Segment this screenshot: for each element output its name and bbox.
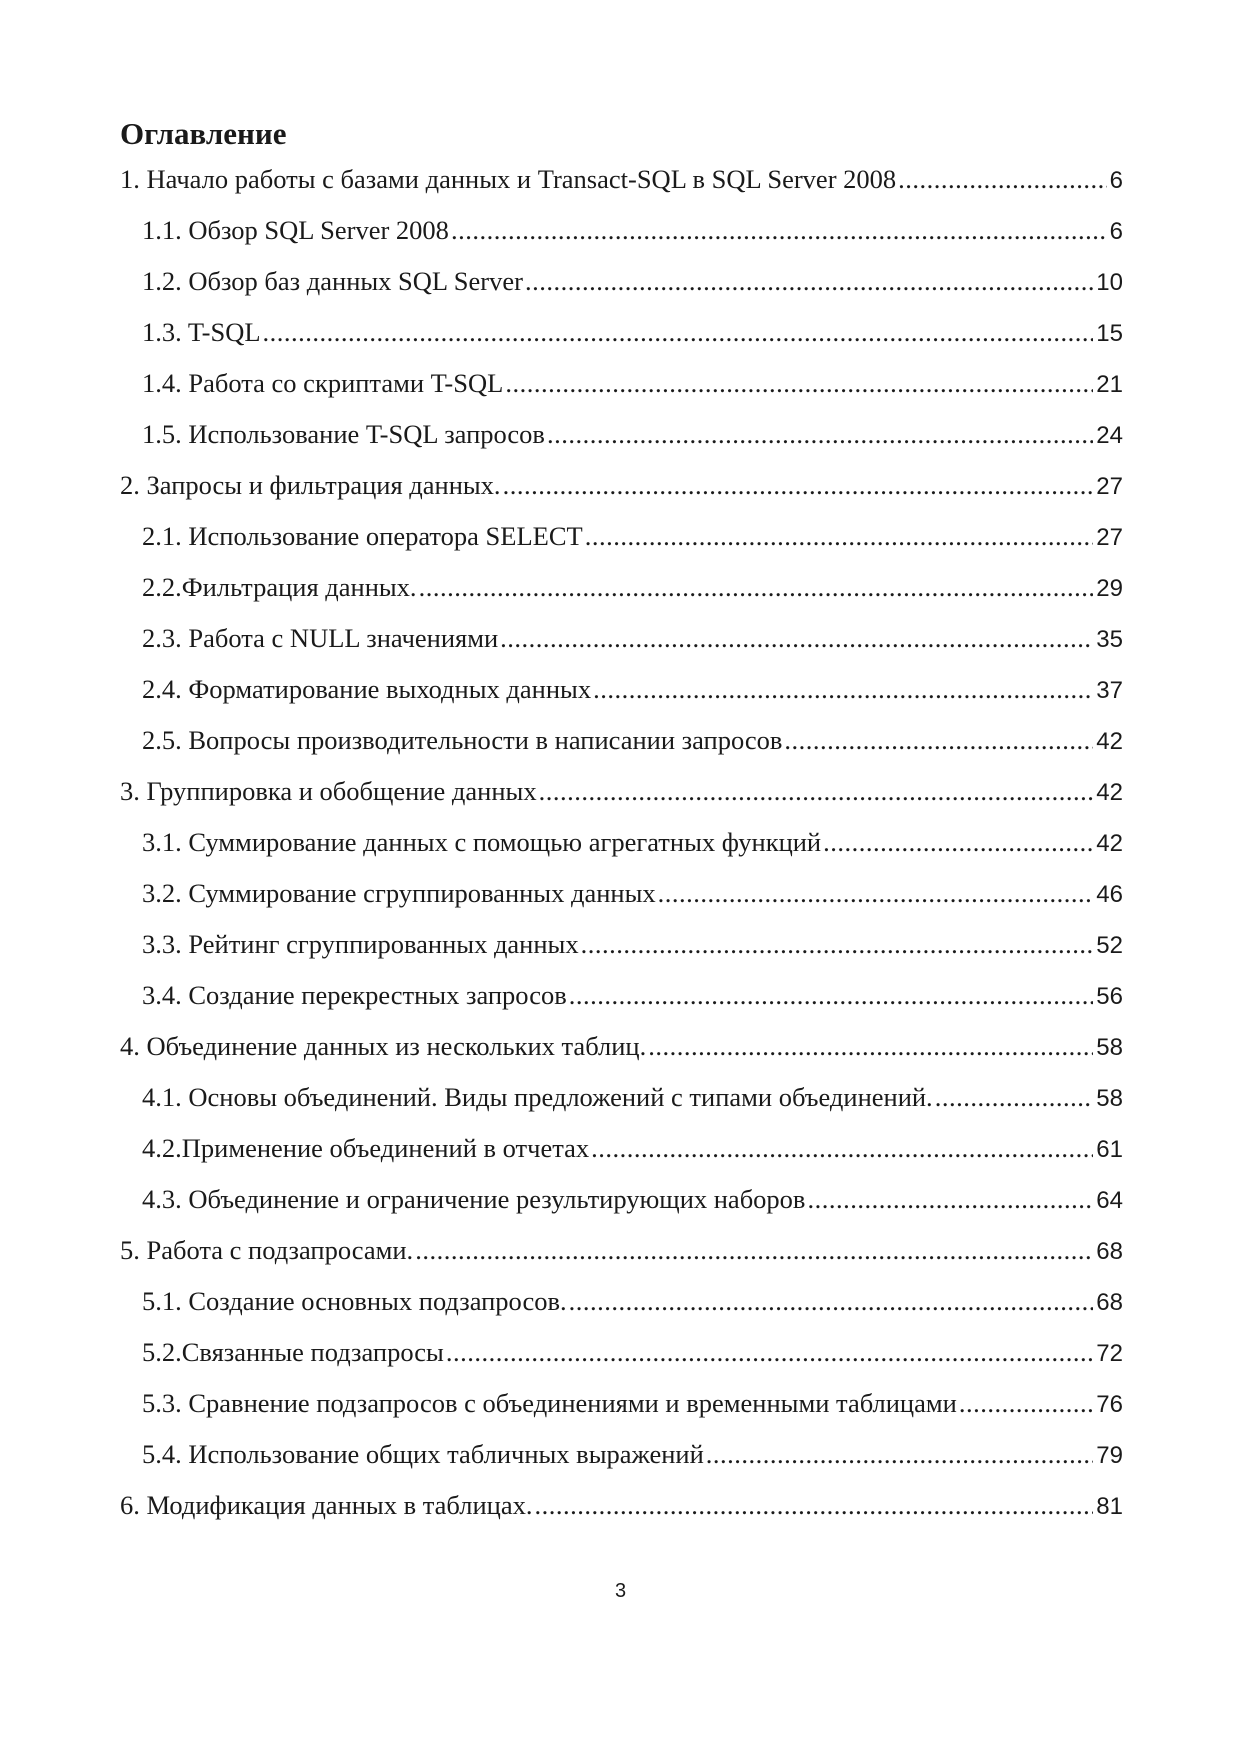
toc-entry-page: 35 xyxy=(1096,626,1123,653)
toc-entry-title: 1.4. Работа со скриптами T-SQL xyxy=(142,368,504,398)
toc-entry-title: 2.2.Фильтрация данных. xyxy=(142,572,417,602)
toc-entry[interactable] xyxy=(142,265,1123,299)
toc-leader-dots xyxy=(898,163,1106,195)
toc-entry[interactable] xyxy=(142,316,1123,350)
toc-leader-dots xyxy=(534,1489,1093,1521)
toc-entry-page: 68 xyxy=(1096,1238,1123,1265)
toc-entry[interactable] xyxy=(142,1387,1123,1421)
toc-leader-dots xyxy=(591,1132,1093,1164)
toc-entry-title: 1.5. Использование T-SQL запросов xyxy=(142,419,545,449)
toc-entry-page: 10 xyxy=(1096,269,1123,296)
toc-entry[interactable] xyxy=(142,571,1123,605)
toc-entry[interactable] xyxy=(142,724,1123,758)
toc-entry-title: 2.1. Использование оператора SELECT xyxy=(142,521,583,551)
toc-leader-dots xyxy=(446,1336,1093,1368)
toc-entry-page: 64 xyxy=(1096,1187,1123,1214)
toc-entry-page: 42 xyxy=(1096,728,1123,755)
toc-entry[interactable] xyxy=(142,1132,1123,1166)
toc-leader-dots xyxy=(547,418,1093,450)
toc-entry-title: 4.1. Основы объединений. Виды предложений с типами объединений. xyxy=(142,1082,933,1112)
toc-entry-page: 6 xyxy=(1109,167,1123,194)
toc-leader-dots xyxy=(539,775,1094,807)
toc-entry[interactable] xyxy=(120,1489,1123,1523)
toc-leader-dots xyxy=(648,1030,1093,1062)
toc-entry-title: 2. Запросы и фильтрация данных. xyxy=(120,470,501,500)
toc-leader-dots xyxy=(263,316,1094,348)
toc-entry-page: 56 xyxy=(1096,983,1123,1010)
toc-entry-title: 6. Модификация данных в таблицах. xyxy=(120,1490,533,1520)
toc-entry-page: 42 xyxy=(1096,779,1123,806)
toc-leader-dots xyxy=(807,1183,1093,1215)
toc-entry-title: 4.3. Объединение и ограничение результирующих наборов xyxy=(142,1184,806,1214)
toc-entry-page: 68 xyxy=(1096,1289,1123,1316)
toc-entry-page: 15 xyxy=(1096,320,1123,347)
toc-entry[interactable] xyxy=(142,928,1123,962)
toc-leader-dots xyxy=(823,826,1093,858)
toc-entry[interactable] xyxy=(120,469,1123,503)
toc-leader-dots xyxy=(706,1438,1094,1470)
toc-entry[interactable] xyxy=(120,163,1123,197)
toc-entry[interactable] xyxy=(142,826,1123,860)
toc-leader-dots xyxy=(593,673,1093,705)
toc-entry[interactable] xyxy=(142,979,1123,1013)
page-number: 3 xyxy=(614,1580,627,1602)
toc-entry-title: 1.2. Обзор баз данных SQL Server xyxy=(142,266,523,296)
toc-entry-page: 29 xyxy=(1096,575,1123,602)
toc-leader-dots xyxy=(581,928,1094,960)
toc-entry-page: 6 xyxy=(1109,218,1123,245)
toc-entry-page: 58 xyxy=(1096,1034,1123,1061)
toc-entry-page: 81 xyxy=(1096,1493,1123,1520)
toc-entry-page: 61 xyxy=(1096,1136,1123,1163)
toc-entry-title: 5.2.Связанные подзапросы xyxy=(142,1337,444,1367)
toc-leader-dots xyxy=(415,1234,1093,1266)
toc-leader-dots xyxy=(505,367,1093,399)
toc-entry-page: 27 xyxy=(1096,473,1123,500)
toc-entry-title: 3.2. Суммирование сгруппированных данных xyxy=(142,878,656,908)
toc-entry[interactable] xyxy=(142,214,1123,248)
toc-entry-title: 3. Группировка и обобщение данных xyxy=(120,776,537,806)
toc-entry-title: 2.4. Форматирование выходных данных xyxy=(142,674,592,704)
toc-entry[interactable] xyxy=(142,367,1123,401)
toc-entry-title: 4. Объединение данных из нескольких таблиц. xyxy=(120,1031,647,1061)
toc-leader-dots xyxy=(959,1387,1093,1419)
toc-entry-page: 52 xyxy=(1096,932,1123,959)
toc-leader-dots xyxy=(419,571,1094,603)
toc-entry[interactable] xyxy=(142,1285,1123,1319)
toc-entry-title: 2.3. Работа с NULL значениями xyxy=(142,623,499,653)
toc-leader-dots xyxy=(585,520,1094,552)
toc-entry[interactable] xyxy=(120,1030,1123,1064)
toc-entry[interactable] xyxy=(142,1438,1123,1472)
toc-entry-title: 3.1. Суммирование данных с помощью агрегатных функций xyxy=(142,827,822,857)
toc-entry[interactable] xyxy=(142,673,1123,707)
toc-entry-page: 37 xyxy=(1096,677,1123,704)
toc-entry[interactable] xyxy=(142,877,1123,911)
toc-leader-dots xyxy=(569,1285,1094,1317)
toc-entry-page: 46 xyxy=(1096,881,1123,908)
toc-entry[interactable] xyxy=(142,1183,1123,1217)
toc-entry-page: 79 xyxy=(1096,1442,1123,1469)
toc-entry-title: 1.1. Обзор SQL Server 2008 xyxy=(142,215,449,245)
toc-entry-page: 42 xyxy=(1096,830,1123,857)
toc-entry-title: 5.1. Создание основных подзапросов. xyxy=(142,1286,567,1316)
toc-entry-page: 58 xyxy=(1096,1085,1123,1112)
toc-leader-dots xyxy=(500,622,1093,654)
toc-entry[interactable] xyxy=(142,1081,1123,1115)
toc-leader-dots xyxy=(935,1081,1094,1113)
toc-leader-dots xyxy=(569,979,1094,1011)
toc-entry-title: 4.2.Применение объединений в отчетах xyxy=(142,1133,590,1163)
toc-entry-page: 24 xyxy=(1096,422,1123,449)
toc-entry-title: 3.4. Создание перекрестных запросов xyxy=(142,980,567,1010)
toc-entry-title: 1. Начало работы с базами данных и Transact-SQL в SQL Server 2008 xyxy=(120,164,897,194)
toc-entry[interactable] xyxy=(142,1336,1123,1370)
toc-leader-dots xyxy=(451,214,1107,246)
toc-entry-page: 72 xyxy=(1096,1340,1123,1367)
toc-entry[interactable] xyxy=(120,775,1123,809)
toc-entry-title: 5.3. Сравнение подзапросов с объединениями и временными таблицами xyxy=(142,1388,957,1418)
toc-entry[interactable] xyxy=(142,418,1123,452)
toc-leader-dots xyxy=(784,724,1093,756)
toc-entry-page: 76 xyxy=(1096,1391,1123,1418)
toc-entry-title: 5. Работа с подзапросами. xyxy=(120,1235,414,1265)
toc-entry-title: 2.5. Вопросы производительности в написании запросов xyxy=(142,725,783,755)
toc-heading: Оглавление xyxy=(120,116,287,151)
toc-entry[interactable] xyxy=(120,1234,1123,1268)
toc-entry[interactable] xyxy=(142,520,1123,554)
toc-entry-page: 27 xyxy=(1096,524,1123,551)
toc-leader-dots xyxy=(658,877,1094,909)
toc-leader-dots xyxy=(503,469,1094,501)
toc-entry-title: 3.3. Рейтинг сгруппированных данных xyxy=(142,929,579,959)
toc-entry-title: 1.3. T-SQL xyxy=(142,317,261,347)
toc-leader-dots xyxy=(525,265,1093,297)
toc-entry-title: 5.4. Использование общих табличных выражений xyxy=(142,1439,704,1469)
toc-entry-page: 21 xyxy=(1096,371,1123,398)
toc-entry[interactable] xyxy=(142,622,1123,656)
